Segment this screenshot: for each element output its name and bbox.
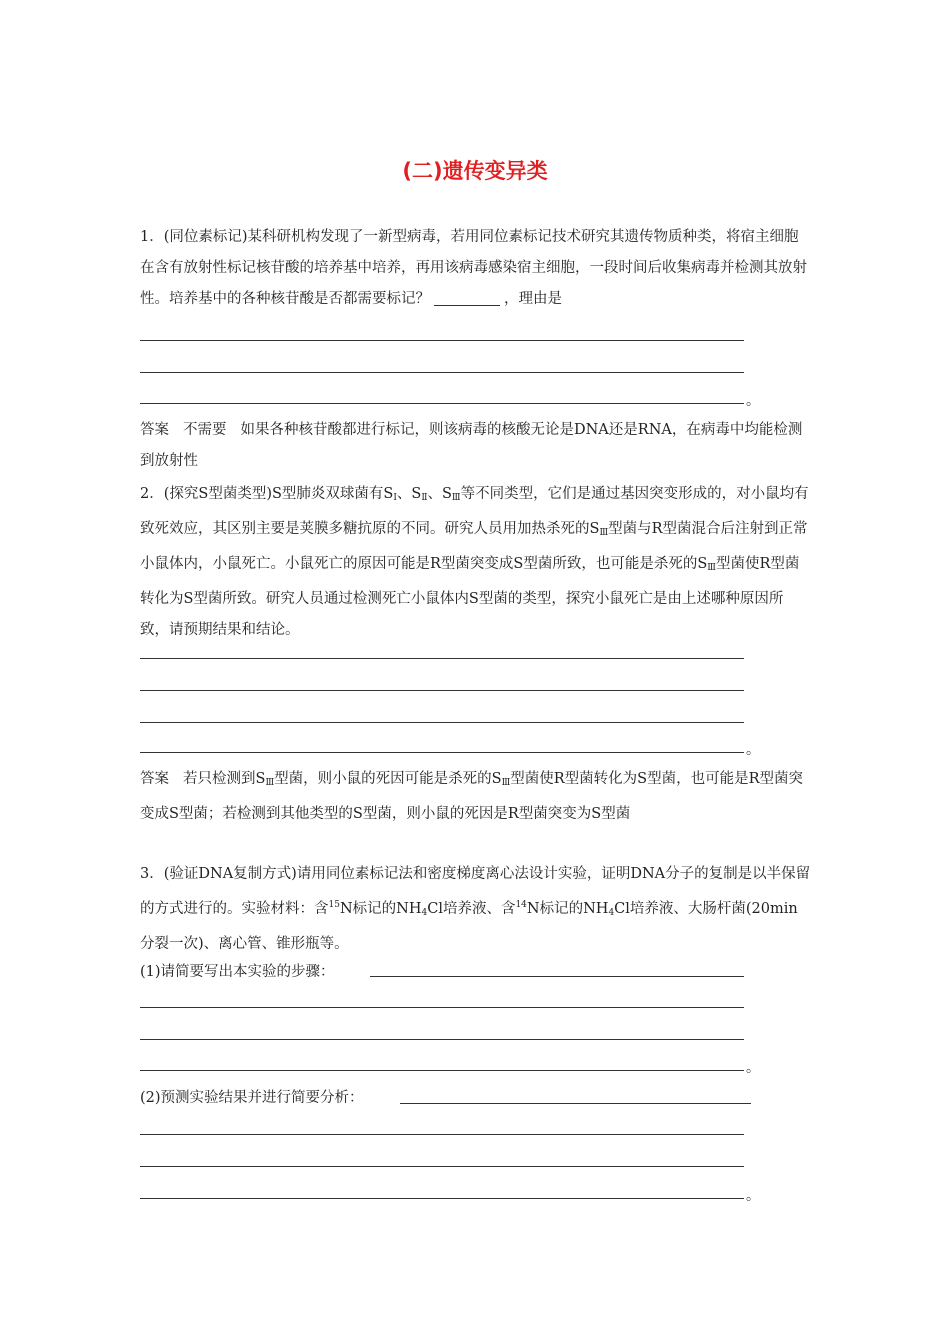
answer-line[interactable] — [140, 690, 744, 691]
subscript: 4 — [608, 908, 615, 918]
end-punctuation: 。 — [746, 742, 760, 758]
answer-short: 不需要 — [183, 422, 227, 438]
answer-line[interactable] — [140, 1166, 744, 1167]
end-punctuation: 。 — [746, 1060, 760, 1076]
question-3 — [140, 859, 812, 960]
question-2-text: 等不同类型，它们是通过基因突变形成的，对小鼠均有致死效应，其区别主要是荚膜多糖抗原的不同。研究人员用加热杀死的S — [140, 486, 809, 537]
question-3-text: 3．(验证DNA复制方式)请用同位素标记法和密度梯度离心法设计实验，证明DNA分子的复制是以半保留的方式进行的。实验材料：含 — [140, 866, 811, 917]
subscript: Ⅱ — [421, 493, 428, 503]
superscript: 15 — [328, 900, 340, 910]
subscript: Ⅲ — [707, 563, 716, 573]
answer-line[interactable] — [140, 752, 744, 753]
question-1-blank[interactable] — [434, 291, 500, 306]
end-punctuation: 。 — [746, 393, 760, 409]
answer-line[interactable] — [140, 403, 744, 404]
question-1-text: 1．(同位素标记)某科研机构发现了一新型病毒，若用同位素标记技术研究其遗传物质种类，将宿主细胞在含有放射性标记核苷酸的培养基中培养，再用该病毒感染宿主细胞，一段时间后收集病毒并检测其放射性。培养基中的各种核苷酸是否都需要标记？ — [140, 229, 807, 307]
answer-line[interactable] — [140, 372, 744, 373]
subscript: Ⅰ — [393, 493, 397, 503]
answer-text: 如果各种核苷酸都进行标记，则该病毒的核酸无论是DNA还是RNA，在病毒中均能检测到放射性 — [140, 422, 803, 469]
question-1-answer — [140, 415, 812, 477]
answer-label: 答案 — [140, 771, 169, 787]
subscript: Ⅲ — [501, 778, 511, 788]
question-2-text: 、S — [427, 486, 452, 502]
sub-question-1-prompt: (1)请简要写出本实验的步骤： — [140, 964, 335, 980]
question-3-text: Cl培养液、大肠杆菌(20min分裂一次)、离心管、锥形瓶等。 — [140, 901, 798, 952]
answer-line[interactable] — [140, 1198, 744, 1199]
answer-line[interactable] — [370, 976, 744, 977]
answer-line[interactable] — [140, 1039, 744, 1040]
answer-text: 若只检测到S — [183, 771, 266, 787]
answer-label: 答案 — [140, 422, 169, 438]
question-3-text: Cl培养液、含 — [427, 901, 516, 917]
subscript: Ⅲ — [451, 493, 461, 503]
question-2-text: 、S — [396, 486, 422, 502]
question-1-text-tail: ，理由是 — [504, 291, 562, 307]
section-title: (二)遗传变异类 — [402, 159, 548, 183]
question-2 — [140, 479, 812, 646]
question-3-text: N标记的NH — [526, 901, 609, 917]
answer-line[interactable] — [140, 1007, 744, 1008]
answer-text: 型菌使R型菌转化为S型菌，也可能是R型菌突变成S型菌；若检测到其他类型的S型菌，则小鼠的死因是R型菌突变为S型菌 — [140, 771, 804, 822]
question-2-text: 型菌与R型菌混合后注射到正常小鼠体内，小鼠死亡。小鼠死亡的原因可能是R型菌突变成S型菌所致，也可能是杀死的S — [140, 521, 808, 572]
question-2-text: 2．(探究S型菌类型)S型肺炎双球菌有S — [140, 486, 394, 502]
question-2-text: 型菌使R型菌转化为S型菌所致。研究人员通过检测死亡小鼠体内S型菌的类型，探究小鼠死亡是由上述哪种原因所致，请预期结果和结论。 — [140, 556, 800, 638]
end-punctuation: 。 — [746, 1188, 760, 1204]
superscript: 14 — [515, 900, 527, 910]
answer-line[interactable] — [140, 1134, 744, 1135]
subscript: Ⅲ — [265, 778, 275, 788]
answer-line[interactable] — [400, 1103, 751, 1104]
answer-line[interactable] — [140, 340, 744, 341]
subscript: 4 — [421, 908, 428, 918]
answer-line[interactable] — [140, 658, 744, 659]
answer-text: 型菌，则小鼠的死因可能是杀死的S — [274, 771, 502, 787]
question-1 — [140, 222, 812, 315]
answer-line[interactable] — [140, 1070, 744, 1071]
subscript: Ⅲ — [599, 528, 609, 538]
sub-question-2-prompt: (2)预测实验结果并进行简要分析： — [140, 1090, 364, 1106]
question-3-text: N标记的NH — [339, 901, 422, 917]
answer-line[interactable] — [140, 722, 744, 723]
question-2-answer — [140, 764, 812, 830]
